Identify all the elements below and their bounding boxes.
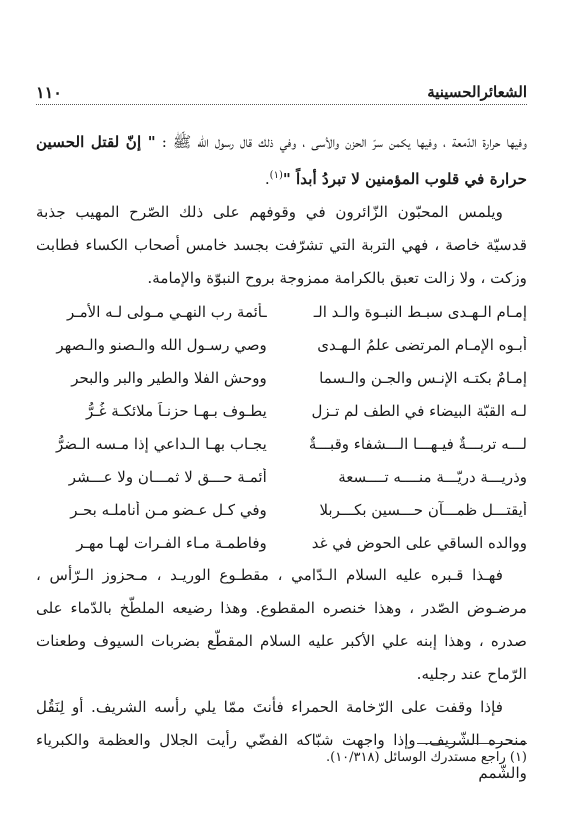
poem-verse bbox=[36, 328, 527, 361]
verse-first-hemistich: أيقتـــل ظمـــآن حـــسين بكـــربلا bbox=[319, 500, 527, 519]
verse-first-hemistich: وذريـــة دريّـــة منــــه تــــسعة bbox=[338, 467, 527, 486]
paragraph-3: فهـذا قـبره عليه السلام الـدّامي ، مقطـوع الوريـد ، مـحزوز الـرّأس ، مرضـوض الصّدر ، وهذا خنصره المقطوع. وهذا رضيعه الملطّخ بالدّماء على صدره ، وهذا إبنه علي الأكبر عليه السلام المقطّع بضربات السيوف وطعنات الرّماح عند رجليه. bbox=[36, 566, 527, 684]
hadith-quote: " إنّ لقتل الحسين حرارة في قلوب المؤمنين لا تبردُ أبداً " bbox=[36, 133, 527, 189]
verse-second-hemistich: ـأئمة رب النهـي مـولى لـه الأمـر bbox=[66, 302, 267, 321]
paragraph-1 bbox=[36, 126, 527, 196]
verse-second-hemistich: وفاطمـة مـاء الفـرات لهـا مهـر bbox=[76, 533, 267, 552]
poem-verse bbox=[36, 460, 527, 493]
paragraph-4: فإذا وقفت على الرّخامة الحمراء فأنتَ ممّا يلي رأسه الشريف. أو لِنَقُل منحره الشّريف. وإذا واجهت شبّاكه الفضّي رأيت الجلال والعظمة والكبرياء والشّمم bbox=[36, 698, 527, 783]
poem-verse bbox=[36, 526, 527, 559]
verse-second-hemistich: يجـاب بهـا الـداعي إذا مـسه الـضرُّ bbox=[56, 434, 267, 453]
paragraph-1-end: . bbox=[264, 170, 270, 189]
verse-first-hemistich: لـــه تربـــةٌ فيـهـــا الـــشفاء وقبـــةٌ bbox=[308, 434, 527, 453]
page-number: ١١٠ bbox=[36, 82, 62, 102]
body-text bbox=[36, 126, 527, 790]
poem-verse bbox=[36, 493, 527, 526]
footnote-divider bbox=[417, 743, 527, 744]
verse-first-hemistich: إمـامٌ بكتـه الإنـس والجـن والـسما bbox=[319, 368, 527, 387]
verse-first-hemistich: ووالده الساقي على الحوض في غد bbox=[311, 533, 527, 552]
poem bbox=[36, 295, 527, 559]
verse-first-hemistich: إمـام الـهـدى سبـط النبـوة والـد الـ bbox=[313, 302, 527, 321]
poem-verse bbox=[36, 361, 527, 394]
poem-verse bbox=[36, 427, 527, 460]
verse-second-hemistich: ووحش الفلا والطير والبر والبحر bbox=[71, 368, 267, 387]
running-title: الشعائرالحسينية bbox=[427, 83, 527, 101]
footnote-marker: (١) bbox=[269, 170, 283, 181]
verse-second-hemistich: وفي كـل عـضو مـن أناملـه بحـر bbox=[70, 500, 267, 519]
paragraph-1-text: وفيها حرارة الدّمعة ، وفيها يكمن سرّ الحزن والأسى ، وفي ذلك قال رسول الله ﷺ : bbox=[155, 133, 528, 151]
verse-second-hemistich: أئمـة حـــق لا ثمـــان ولا عـــشر bbox=[68, 467, 267, 486]
paragraph-2: ويلمس المحبّون الزّائرون في وقوفهم على ذلك الصّرح المهيب جذبة قدسيّة خاصة ، فهي التربة التي تشرّفت بجسد خامس أصحاب الكساء فطابت وزكت ، ولا زالت تعبق بالكرامة ممزوجة بروح النبوّة والإمامة. bbox=[36, 203, 527, 288]
poem-verse bbox=[36, 394, 527, 427]
verse-second-hemistich: وصي رسـول الله والـصنو والـصهر bbox=[56, 335, 267, 354]
footnote: (١) راجع مستدرك الوسائل (١٠/٣١٨). bbox=[325, 750, 527, 765]
verse-second-hemistich: يطـوف بـهـا حزنـاً ملائكـة غُـرُّ bbox=[85, 401, 267, 420]
verse-first-hemistich: لـه القبّة البيضاء في الطف لم تـزل bbox=[311, 401, 527, 420]
page-header bbox=[36, 80, 527, 105]
book-page bbox=[36, 0, 527, 837]
poem-verse bbox=[36, 295, 527, 328]
verse-first-hemistich: أبـوه الإمـام المرتضى علمُ الـهـدى bbox=[317, 335, 527, 354]
